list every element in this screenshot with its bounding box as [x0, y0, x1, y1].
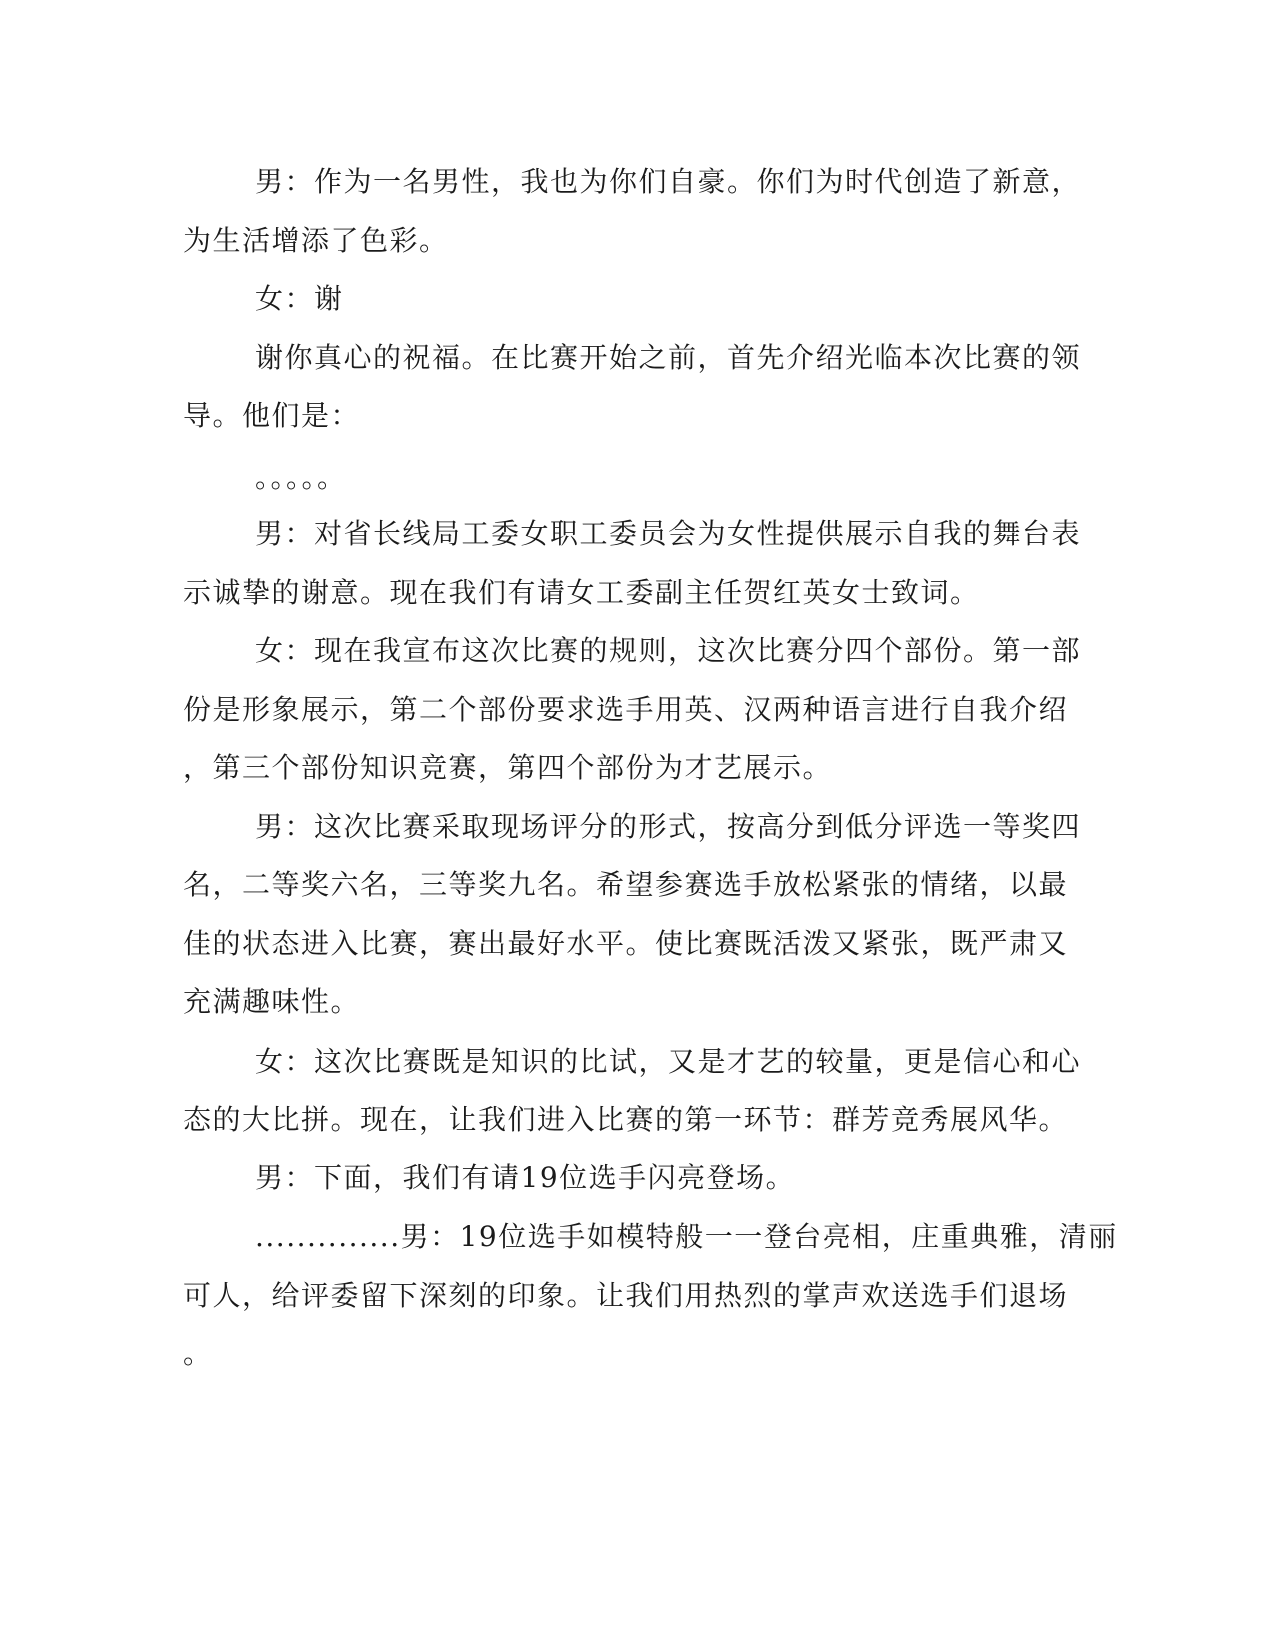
text-line: 佳的状态进入比赛，赛出最好水平。使比赛既活泼又紧张，既严肃又	[183, 927, 1069, 960]
text-line: 态的大比拼。现在，让我们进入比赛的第一环节：群芳竞秀展风华。	[183, 1103, 1069, 1136]
text-line: 男：下面，我们有请19位选手闪亮登场。	[255, 1161, 796, 1194]
text-line: 为生活增添了色彩。	[183, 224, 449, 257]
text-line: 份是形象展示，第二个部份要求选手用英、汉两种语言进行自我介绍	[183, 693, 1069, 726]
text-line: 示诚挚的谢意。现在我们有请女工委副主任贺红英女士致词。	[183, 576, 980, 609]
text-line: 。。。。。	[255, 461, 347, 494]
text-line: 。	[183, 1337, 213, 1370]
text-line: 女：现在我宣布这次比赛的规则，这次比赛分四个部份。第一部	[255, 634, 1082, 667]
text-line: 男：作为一名男性，我也为你们自豪。你们为时代创造了新意，	[255, 165, 1082, 198]
text-line: 导。他们是：	[183, 399, 361, 432]
text-line: ..............男：19位选手如模特般一一登台亮相，庄重典雅，清丽	[255, 1220, 1118, 1253]
text-line: 名，二等奖六名，三等奖九名。希望参赛选手放松紧张的情绪，以最	[183, 868, 1069, 901]
text-line: 谢你真心的祝福。在比赛开始之前，首先介绍光临本次比赛的领	[255, 341, 1082, 374]
text-line: 男：对省长线局工委女职工委员会为女性提供展示自我的舞台表	[255, 517, 1082, 550]
text-line: 可人，给评委留下深刻的印象。让我们用热烈的掌声欢送选手们退场	[183, 1279, 1069, 1312]
text-line: 女：谢	[255, 282, 344, 315]
text-line: 女：这次比赛既是知识的比试，又是才艺的较量，更是信心和心	[255, 1045, 1082, 1078]
text-line: 充满趣味性。	[183, 985, 361, 1018]
text-line: ，第三个部份知识竞赛，第四个部份为才艺展示。	[183, 751, 833, 784]
text-line: 男：这次比赛采取现场评分的形式，按高分到低分评选一等奖四	[255, 810, 1082, 843]
